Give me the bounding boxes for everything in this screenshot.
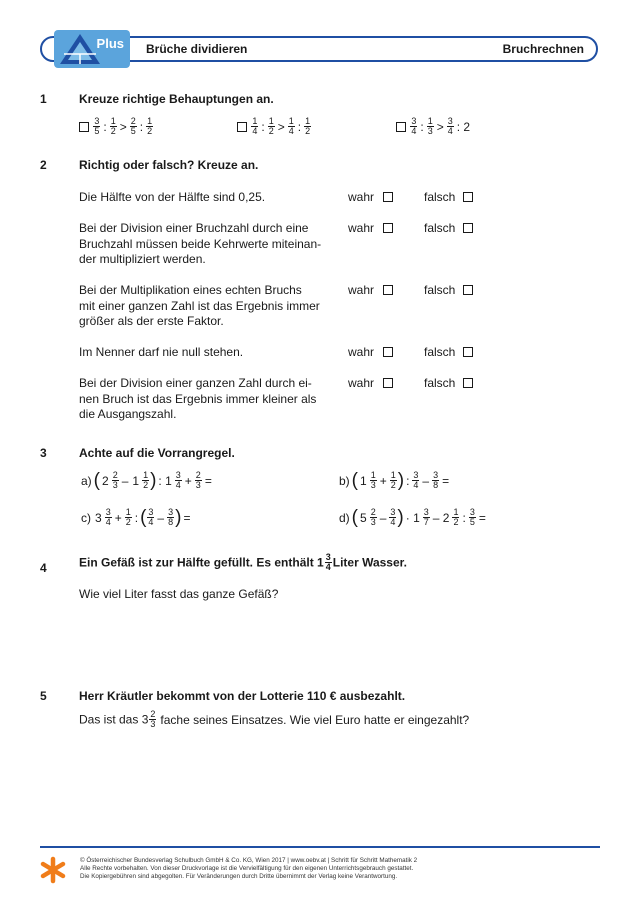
true-checkbox[interactable] bbox=[383, 223, 393, 233]
true-label: wahr bbox=[348, 345, 375, 359]
fraction: $\frac{1}{3}$ bbox=[427, 116, 433, 136]
statement: Die Hälfte von der Hälfte sind 0,25. bbox=[79, 190, 266, 204]
true-checkbox[interactable] bbox=[383, 378, 393, 388]
true-checkbox[interactable] bbox=[383, 347, 393, 357]
fraction: $\frac{1}{4}$ bbox=[252, 116, 258, 136]
task-number: 5 bbox=[40, 689, 47, 703]
claim-option-3[interactable]: $\frac{3}{4}$ : $\frac{1}{3}$ > $\frac{3}{4}$ : 2 bbox=[396, 117, 472, 136]
statement: Im Nenner darf nie null stehen. bbox=[79, 345, 244, 359]
task-number: 4 bbox=[40, 561, 47, 575]
task-title: Herr Kräutler bekommt von der Lotterie 110 € ausbezahlt. bbox=[79, 689, 406, 703]
false-checkbox[interactable] bbox=[463, 347, 473, 357]
false-checkbox[interactable] bbox=[463, 378, 473, 388]
task-number: 2 bbox=[40, 158, 47, 172]
fraction: $\frac{3}{4}$ bbox=[411, 116, 417, 136]
true-checkbox[interactable] bbox=[383, 285, 393, 295]
footer-copyright: © Österreichischer Bundesverlag Schulbuch GmbH & Co. KG, Wien 2017 | www.oebv.at | Schritt für Schritt Mathematik 2 Alle Rechte vorbehalten. Von dieser Druckvorlage ist die Vervielfältigung für den eigenen Unterrichtsgebrauch gestattet. Die Kopiergebühren sind abgegolten. Für Veränderungen durch Dritte übernimmt der Verlag keine Verantwortung. bbox=[80, 857, 418, 881]
statement: Bei der Multiplikation eines echten Bruchs mit einer ganzen Zahl ist das Ergebnis immer größer als der erste Faktor. bbox=[79, 283, 320, 328]
task-number: 1 bbox=[40, 92, 47, 106]
false-label: falsch bbox=[424, 190, 456, 204]
checkbox[interactable] bbox=[79, 122, 89, 132]
false-checkbox[interactable] bbox=[463, 192, 473, 202]
pyramid-icon bbox=[58, 32, 102, 66]
publisher-logo bbox=[54, 30, 130, 68]
false-checkbox[interactable] bbox=[463, 223, 473, 233]
publisher-star-icon bbox=[40, 856, 66, 889]
footer-divider bbox=[40, 846, 600, 848]
fraction: $\frac{1}{2}$ bbox=[147, 116, 153, 136]
exercise-c: c) 3 $\frac{3}{4}$ + $\frac{1}{2}$ : ( $\frac{3}{4}$ – $\frac{3}{8}$ ) = bbox=[81, 507, 191, 528]
statement: Bei der Division einer Bruchzahl durch eine Bruchzahl müssen beide Kehrwerte miteinan- der multipliziert werden. bbox=[79, 221, 322, 266]
false-checkbox[interactable] bbox=[463, 285, 473, 295]
fraction: $\frac{2}{5}$ bbox=[130, 116, 136, 136]
true-label: wahr bbox=[348, 221, 375, 235]
true-checkbox[interactable] bbox=[383, 192, 393, 202]
fraction: $\frac{1}{2}$ bbox=[268, 116, 274, 136]
exercise-a: a) ( 2 $\frac{2}{3}$ – 1 $\frac{1}{2}$ ) : 1 $\frac{3}{4}$ + $\frac{2}{3}$ = bbox=[81, 470, 212, 491]
logo-label: Plus bbox=[96, 36, 124, 51]
true-label: wahr bbox=[348, 283, 375, 297]
fraction: $\frac{1}{4}$ bbox=[288, 116, 294, 136]
false-label: falsch bbox=[424, 283, 456, 297]
task-question: Wie viel Liter fasst das ganze Gefäß? bbox=[79, 587, 279, 601]
false-label: falsch bbox=[424, 376, 456, 390]
true-label: wahr bbox=[348, 376, 375, 390]
task-title: Kreuze richtige Behauptungen an. bbox=[79, 92, 274, 106]
fraction: $\frac{3}{5}$ bbox=[94, 116, 100, 136]
task-question: Das ist das 3 $\frac{2}{3}$ fache seines Einsatzes. Wie viel Euro hatte er eingezahlt? bbox=[79, 709, 470, 729]
page-title: Brüche dividieren bbox=[146, 42, 248, 56]
fraction: $\frac{1}{2}$ bbox=[110, 116, 116, 136]
topic-title: Bruchrechnen bbox=[502, 42, 584, 56]
claim-option-1[interactable]: $\frac{3}{5}$ : $\frac{1}{2}$ > $\frac{2}{5}$ : $\frac{1}{2}$ bbox=[79, 117, 154, 136]
checkbox[interactable] bbox=[396, 122, 406, 132]
task-title: Achte auf die Vorrangregel. bbox=[79, 446, 235, 460]
checkbox[interactable] bbox=[237, 122, 247, 132]
statement: Bei der Division einer ganzen Zahl durch ei- nen Bruch ist das Ergebnis immer kleiner als die Ausgangszahl. bbox=[79, 376, 317, 421]
claim-option-2[interactable]: $\frac{1}{4}$ : $\frac{1}{2}$ > $\frac{1}{4}$ : $\frac{1}{2}$ bbox=[237, 117, 312, 136]
task-title: Ein Gefäß ist zur Hälfte gefüllt. Es enthält 1 $\frac{3}{4}$ Liter Wasser. bbox=[79, 552, 407, 572]
false-label: falsch bbox=[424, 345, 456, 359]
fraction: $\frac{3}{4}$ bbox=[447, 116, 453, 136]
exercise-d: d) ( 5 $\frac{2}{3}$ – $\frac{3}{4}$ ) · 1 $\frac{3}{7}$ – 2 $\frac{1}{2}$ : $\frac{3}{5}$ = bbox=[339, 507, 486, 528]
false-label: falsch bbox=[424, 221, 456, 235]
task-title: Richtig oder falsch? Kreuze an. bbox=[79, 158, 259, 172]
task-number: 3 bbox=[40, 446, 47, 460]
fraction: $\frac{1}{2}$ bbox=[305, 116, 311, 136]
exercise-b: b) ( 1 $\frac{1}{3}$ + $\frac{1}{2}$ ) : $\frac{3}{4}$ – $\frac{3}{8}$ = bbox=[339, 470, 450, 491]
true-label: wahr bbox=[348, 190, 375, 204]
